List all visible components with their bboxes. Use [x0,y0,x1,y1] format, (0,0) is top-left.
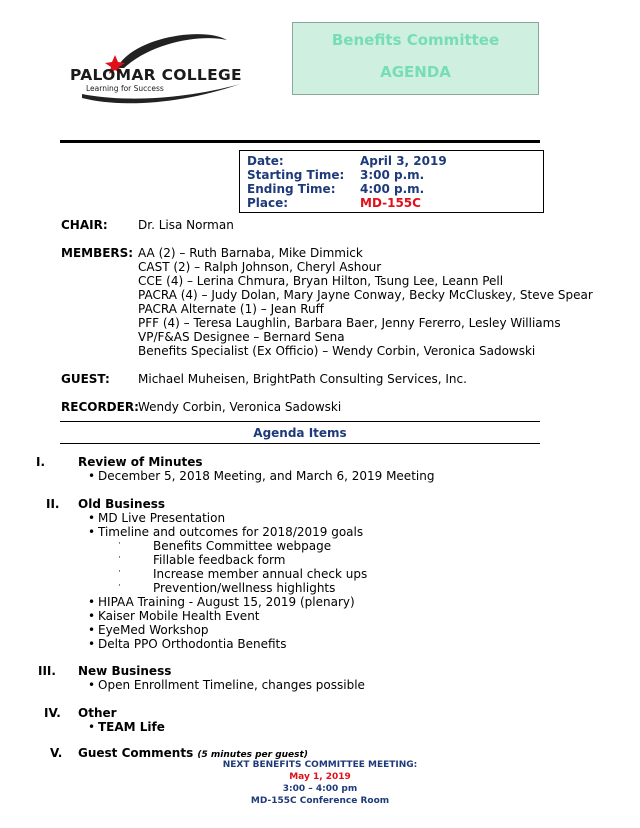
bullet-icon: • [88,637,96,651]
section-title: Other [78,706,117,720]
sub-list-item: Fillable feedback form [153,553,286,567]
sub-bullet-icon: · [118,581,121,591]
next-meeting-time: 3:00 – 4:00 pm [282,784,358,794]
chair-label: CHAIR: [61,218,108,232]
section-number: III. [38,664,56,678]
section-title: New Business [78,664,172,678]
member-line: CCE (4) – Lerina Chmura, Bryan Hilton, Tsung Lee, Leann Pell [138,274,504,288]
next-meeting-date: May 1, 2019 [289,772,351,782]
section-number: I. [36,455,46,469]
guest-value: Michael Muheisen, BrightPath Consulting Services, Inc. [138,372,467,386]
sub-bullet-icon: · [118,539,121,549]
member-line: PACRA (4) – Judy Dolan, Mary Jayne Conway, Becky McCluskey, Steve Spear [138,288,593,302]
college-tagline: Learning for Success [86,84,164,93]
bullet-icon: • [88,623,96,637]
sub-list-item: Prevention/wellness highlights [153,581,336,595]
bullet-icon: • [88,595,96,609]
section-number: V. [50,746,63,760]
list-item: Kaiser Mobile Health Event [98,609,260,623]
section-title: Guest Comments (5 minutes per guest) [78,746,308,760]
member-line: AA (2) – Ruth Barnaba, Mike Dimmick [138,246,363,260]
agenda-title: AGENDA [380,63,451,81]
header-divider [60,140,540,143]
recorder-label: RECORDER: [61,400,139,414]
bullet-icon: • [88,609,96,623]
agenda-top-rule [60,421,540,422]
agenda-bottom-rule [60,443,540,444]
section-number: II. [46,497,60,511]
committee-title: Benefits Committee [331,31,500,49]
list-item: EyeMed Workshop [98,623,209,637]
meeting-details-box: Date: April 3, 2019 Starting Time: 3:00 p.m. Ending Time: 4:00 p.m. Place: MD-155C [239,150,544,213]
sub-list-item: Benefits Committee webpage [153,539,332,553]
college-name: PALOMAR COLLEGE [70,66,242,84]
section-note: (5 minutes per guest) [197,750,308,760]
member-line: Benefits Specialist (Ex Officio) – Wendy Corbin, Veronica Sadowski [138,344,536,358]
list-item: HIPAA Training - August 15, 2019 (plenary) [98,595,355,609]
list-item: MD Live Presentation [98,511,226,525]
chair-value: Dr. Lisa Norman [138,218,234,232]
sub-list-item: Increase member annual check ups [153,567,368,581]
list-item: Timeline and outcomes for 2018/2019 goals [98,525,364,539]
list-item: TEAM Life [98,720,165,734]
list-item: Delta PPO Orthodontia Benefits [98,637,287,651]
next-meeting-heading: NEXT BENEFITS COMMITTEE MEETING: [222,760,418,770]
section-title: Old Business [78,497,165,511]
sub-bullet-icon: · [118,553,121,563]
list-item: December 5, 2018 Meeting, and March 6, 2019 Meeting [98,469,435,483]
bullet-icon: • [88,525,96,539]
member-line: PFF (4) – Teresa Laughlin, Barbara Baer, Jenny Fererro, Lesley Williams [138,316,561,330]
section-number: IV. [44,706,61,720]
guest-label: GUEST: [61,372,110,386]
bullet-icon: • [88,511,96,525]
members-label: MEMBERS: [61,246,134,260]
member-line: PACRA Alternate (1) – Jean Ruff [138,302,324,316]
member-line: VP/F&AS Designee – Bernard Sena [138,330,345,344]
list-item: Open Enrollment Timeline, changes possible [98,678,365,692]
bullet-icon: • [88,678,96,692]
recorder-value: Wendy Corbin, Veronica Sadowski [138,400,342,414]
agenda-heading: Agenda Items [253,426,347,440]
member-line: CAST (2) – Ralph Johnson, Cheryl Ashour [138,260,382,274]
bullet-icon: • [88,720,96,734]
next-meeting-place: MD-155C Conference Room [250,796,390,806]
section-title: Review of Minutes [78,455,203,469]
title-box [292,22,539,95]
sub-bullet-icon: · [118,567,121,577]
bullet-icon: • [88,469,96,483]
